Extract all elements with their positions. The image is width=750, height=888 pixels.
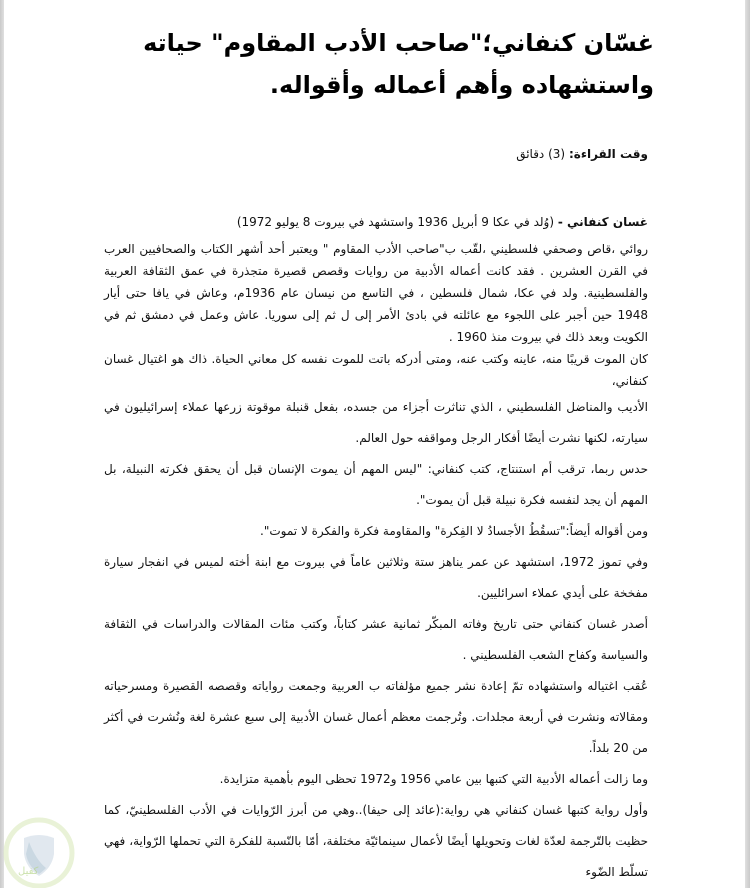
paragraph-republishing: عُقب اغتياله واستشهاده تمّ إعادة نشر جميع مؤلفاته ب العربية وجمعت رواياته وقصصه القصيرة ومسرحياته ومقالاته ونشرت في أربعة مجلدات. وتُرجمت معظم أعمال غسان الأدبية إلى سبع عشرة لغة ونُشرت في أكثر من 20 بلداً. bbox=[104, 679, 648, 755]
reading-time-value: (3) دقائق bbox=[516, 147, 566, 161]
author-name: غسان كنفاني - bbox=[557, 215, 648, 229]
paragraph-first-novel: وأول رواية كتبها غسان كنفاني هي رواية:(عائد إلى حيفا)..وهي من أبرز الرّوايات في الأدب الفلسطينيّ، كما حظيت بالتّرجمة لعدّة لغات وتحويلها أيضًا لأعمال سينمائيّة مختلفة، أمّا بالنّسبة للفكرة التي تحملها الرّواية، فهي تسلّط الضّوء bbox=[104, 803, 648, 879]
paragraph-legacy: وما زالت أعماله الأدبية التي كتبها بين عامي 1956 و1972 تحظى اليوم بأهمية متزايدة. bbox=[219, 772, 648, 786]
paragraph-assassination: الأديب والمناضل الفلسطيني ، الذي تناثرت أجزاء من جسده، بفعل قنبلة موقوتة زرعها عملاء إسرائيليون في سيارته، لكنها نشرت أيضًا أفكار الرجل ومواقفه حول العالم. bbox=[104, 400, 648, 445]
paragraph-publications: أصدر غسان كنفاني حتى تاريخ وفاته المبكّر ثمانية عشر كتاباً، وكتب مئات المقالات والدراسات في الثقافة والسياسة وكفاح الشعب الفلسطيني . bbox=[104, 617, 648, 662]
paragraph-quote-2: ومن أقواله أيضاً:"تسقُطُ الأجسادُ لا الفِكرة" والمقاومة فكرة والفكرة لا تموت". bbox=[260, 524, 648, 538]
paragraph-martyrdom: وفي تموز 1972، استشهد عن عمر يناهز ستة وثلاثين عاماً في بيروت مع ابنة أخته لميس في انفجار سيارة مفخخة على أيدي عملاء اسرائليين. bbox=[104, 555, 648, 600]
page-right-edge bbox=[745, 0, 750, 888]
watermark-text: كفيل bbox=[18, 866, 39, 877]
document-page bbox=[100, 0, 654, 888]
paragraph-quote-1: حدس ربما، ترقب أم استنتاج، كتب كنفاني: "ليس المهم أن يموت الإنسان قبل أن يحقق فكرته النبيلة، بل المهم أن يجد لنفسه فكرة نبيلة قبل أن يموت". bbox=[104, 462, 648, 507]
paragraph-biography: روائي ،قاص وصحفي فلسطيني ،لقّب ب"صاحب الأدب المقاوم " ويعتبر أحد أشهر الكتاب والصحافيين العرب في القرن العشرين . فقد كانت أعماله الأدبية من روايات وقصص قصيرة متجذرة في عمق الثقافة العربية والفلسطينية. ولد في عكا، شمال فلسطين ، في التاسع من نيسان عام 1936م، وعاش في يافا حتى أيار 1948 حين أجبر على اللجوء مع عائلته في بادئ الأمر إلى ل ثم إلى سوريا. عاش وعمل في دمشق ثم في الكويت وبعد ذلك في بيروت منذ 1960 . bbox=[104, 242, 648, 344]
author-dates: (وُلد في عكا 9 أبريل 1936 واستشهد في بيروت 8 يوليو 1972) bbox=[236, 215, 554, 229]
intro-line bbox=[104, 210, 648, 234]
reading-time bbox=[100, 144, 654, 164]
article-title: غسّان كنفاني؛"صاحب الأدب المقاوم" حياته واستشهاده وأهم أعماله وأقواله. bbox=[143, 29, 654, 99]
paragraph-death-intro: كان الموت قريبًا منه، عاينه وكتب عنه، ومتى أدركه باتت للموت نفسه كل معاني الحياة. ذاك هو اغتيال غسان كنفاني، bbox=[104, 352, 648, 388]
kafeel-watermark-logo-icon bbox=[2, 816, 76, 888]
page-left-edge bbox=[0, 0, 4, 888]
article-body bbox=[100, 210, 654, 888]
reading-time-label: وقت القراءة: bbox=[568, 147, 648, 161]
